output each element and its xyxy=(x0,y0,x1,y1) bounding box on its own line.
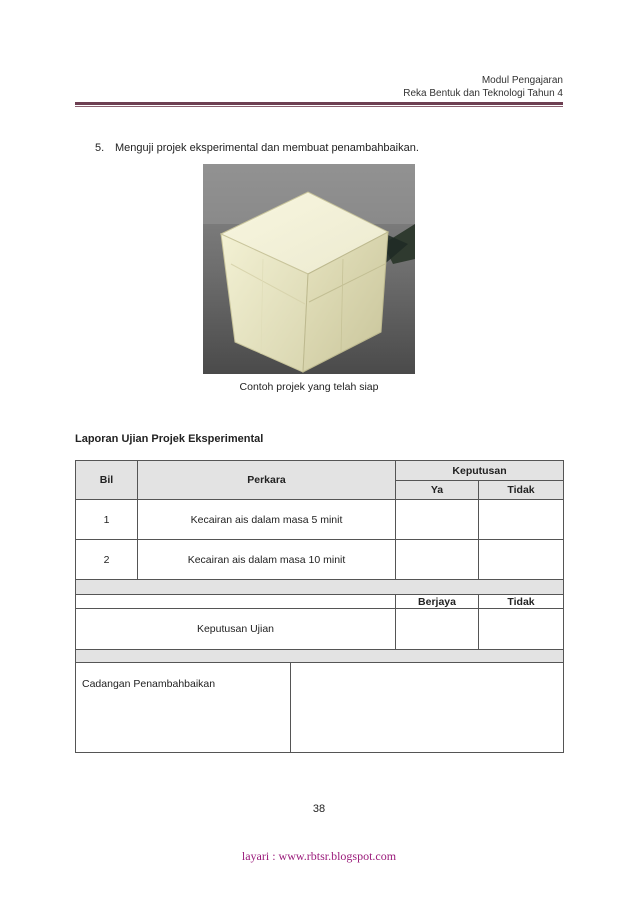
cadangan-input-cell[interactable] xyxy=(291,663,564,753)
page-number: 38 xyxy=(312,803,326,815)
header-rule xyxy=(75,102,563,105)
row-perkara: Kecairan ais dalam masa 5 minit xyxy=(138,500,396,540)
table-header-row xyxy=(76,461,564,481)
photo-caption: Contoh projek yang telah siap xyxy=(239,381,379,393)
keputusan-ujian-label: Keputusan Ujian xyxy=(76,609,396,650)
spacer-row xyxy=(76,580,564,595)
header-tidak: Tidak xyxy=(479,481,564,500)
header-subject-title: Reka Bentuk dan Teknologi Tahun 4 xyxy=(403,88,563,99)
keputusan-ujian-row xyxy=(76,609,564,650)
project-photo xyxy=(203,164,415,374)
tidak-result-cell[interactable] xyxy=(479,609,564,650)
header-berjaya: Berjaya xyxy=(396,595,479,609)
header-perkara: Perkara xyxy=(138,461,396,500)
header-bil: Bil xyxy=(76,461,138,500)
header-ya: Ya xyxy=(396,481,479,500)
result-header-row xyxy=(76,595,564,609)
row-bil: 2 xyxy=(76,540,138,580)
step-instruction xyxy=(95,142,419,154)
header-tidak-result: Tidak xyxy=(479,595,564,609)
step-text: Menguji projek eksperimental dan membuat penambahbaikan. xyxy=(115,142,419,154)
header-rule-thin xyxy=(75,106,563,107)
report-title: Laporan Ujian Projek Eksperimental xyxy=(75,433,264,445)
table-row xyxy=(76,540,564,580)
step-number: 5. xyxy=(95,142,105,154)
row-perkara: Kecairan ais dalam masa 10 minit xyxy=(138,540,396,580)
table-row xyxy=(76,500,564,540)
header-keputusan: Keputusan xyxy=(396,461,564,481)
cadangan-label: Cadangan Penambahbaikan xyxy=(76,663,291,753)
spacer-cell xyxy=(76,650,564,663)
spacer-cell xyxy=(76,580,564,595)
test-report-table xyxy=(75,460,564,753)
row-ya-cell[interactable] xyxy=(396,540,479,580)
row-bil: 1 xyxy=(76,500,138,540)
row-ya-cell[interactable] xyxy=(396,500,479,540)
footer-link[interactable]: layari : www.rbtsr.blogspot.com xyxy=(241,849,397,863)
page-header xyxy=(403,74,563,100)
row-tidak-cell[interactable] xyxy=(479,500,564,540)
row-tidak-cell[interactable] xyxy=(479,540,564,580)
berjaya-cell[interactable] xyxy=(396,609,479,650)
spacer-row xyxy=(76,650,564,663)
polystyrene-cube-image xyxy=(203,164,415,374)
header-module-title: Modul Pengajaran xyxy=(481,75,563,86)
result-header-blank xyxy=(76,595,396,609)
cadangan-row xyxy=(76,663,564,753)
